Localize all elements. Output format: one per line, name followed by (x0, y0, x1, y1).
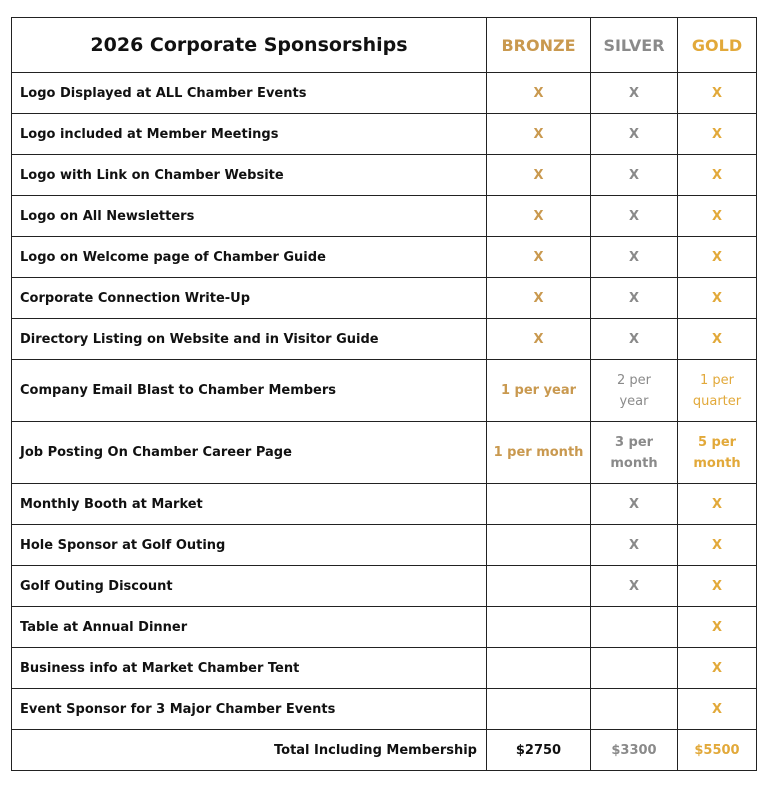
bronze-value-cell (487, 689, 591, 730)
feature-label: Monthly Booth at Market (12, 484, 487, 525)
feature-label: Company Email Blast to Chamber Members (12, 360, 487, 422)
bronze-value-cell: X (487, 73, 591, 114)
feature-label: Table at Annual Dinner (12, 607, 487, 648)
feature-label: Logo on All Newsletters (12, 196, 487, 237)
gold-value-cell: 1 per quarter (678, 360, 757, 422)
table-row (12, 278, 757, 319)
table-row (12, 607, 757, 648)
bronze-value-cell (487, 484, 591, 525)
feature-label: Logo on Welcome page of Chamber Guide (12, 237, 487, 278)
feature-label: Logo included at Member Meetings (12, 114, 487, 155)
bronze-value-cell (487, 648, 591, 689)
tier-header-bronze: BRONZE (487, 18, 591, 73)
gold-value-cell: X (678, 648, 757, 689)
silver-value-cell: X (591, 566, 678, 607)
gold-value-cell: X (678, 319, 757, 360)
silver-value-cell: X (591, 319, 678, 360)
gold-value-cell: X (678, 566, 757, 607)
silver-value-cell: X (591, 73, 678, 114)
total-label: Total Including Membership (12, 730, 487, 771)
gold-value-cell: X (678, 484, 757, 525)
feature-label: Logo with Link on Chamber Website (12, 155, 487, 196)
feature-label: Hole Sponsor at Golf Outing (12, 525, 487, 566)
table-row (12, 689, 757, 730)
bronze-value-cell: 1 per year (487, 360, 591, 422)
table-row (12, 155, 757, 196)
table-row (12, 196, 757, 237)
silver-value-cell: X (591, 196, 678, 237)
silver-value-cell (591, 689, 678, 730)
table-row (12, 525, 757, 566)
silver-value-cell: X (591, 525, 678, 566)
bronze-value-cell (487, 525, 591, 566)
total-bronze-price: $2750 (487, 730, 591, 771)
gold-value-cell: X (678, 525, 757, 566)
page-title: 2026 Corporate Sponsorships (12, 18, 487, 73)
silver-value-cell: 3 per month (591, 422, 678, 484)
silver-value-cell (591, 648, 678, 689)
table-row (12, 484, 757, 525)
header-row (12, 18, 757, 73)
bronze-value-cell: X (487, 278, 591, 319)
feature-label: Job Posting On Chamber Career Page (12, 422, 487, 484)
sponsorship-table (11, 17, 757, 771)
bronze-value-cell: 1 per month (487, 422, 591, 484)
silver-value-cell: X (591, 114, 678, 155)
total-silver-price: $3300 (591, 730, 678, 771)
table-row (12, 360, 757, 422)
tier-header-silver: SILVER (591, 18, 678, 73)
bronze-value-cell: X (487, 155, 591, 196)
bronze-value-cell: X (487, 237, 591, 278)
feature-label: Logo Displayed at ALL Chamber Events (12, 73, 487, 114)
bronze-value-cell: X (487, 196, 591, 237)
silver-value-cell: X (591, 484, 678, 525)
gold-value-cell: X (678, 196, 757, 237)
bronze-value-cell (487, 566, 591, 607)
bronze-value-cell (487, 607, 591, 648)
gold-value-cell: X (678, 114, 757, 155)
feature-label: Event Sponsor for 3 Major Chamber Events (12, 689, 487, 730)
table-row (12, 566, 757, 607)
bronze-value-cell: X (487, 114, 591, 155)
feature-label: Business info at Market Chamber Tent (12, 648, 487, 689)
silver-value-cell: 2 per year (591, 360, 678, 422)
gold-value-cell: X (678, 237, 757, 278)
gold-value-cell: X (678, 278, 757, 319)
table-row (12, 114, 757, 155)
table-row (12, 422, 757, 484)
bronze-value-cell: X (487, 319, 591, 360)
gold-value-cell: X (678, 607, 757, 648)
silver-value-cell: X (591, 155, 678, 196)
silver-value-cell: X (591, 278, 678, 319)
tier-header-gold: GOLD (678, 18, 757, 73)
silver-value-cell: X (591, 237, 678, 278)
gold-value-cell: 5 per month (678, 422, 757, 484)
feature-label: Directory Listing on Website and in Visitor Guide (12, 319, 487, 360)
gold-value-cell: X (678, 155, 757, 196)
table-row (12, 319, 757, 360)
table-row (12, 237, 757, 278)
total-gold-price: $5500 (678, 730, 757, 771)
silver-value-cell (591, 607, 678, 648)
table-row (12, 648, 757, 689)
table-row (12, 73, 757, 114)
total-row (12, 730, 757, 771)
feature-label: Corporate Connection Write-Up (12, 278, 487, 319)
gold-value-cell: X (678, 73, 757, 114)
feature-label: Golf Outing Discount (12, 566, 487, 607)
gold-value-cell: X (678, 689, 757, 730)
